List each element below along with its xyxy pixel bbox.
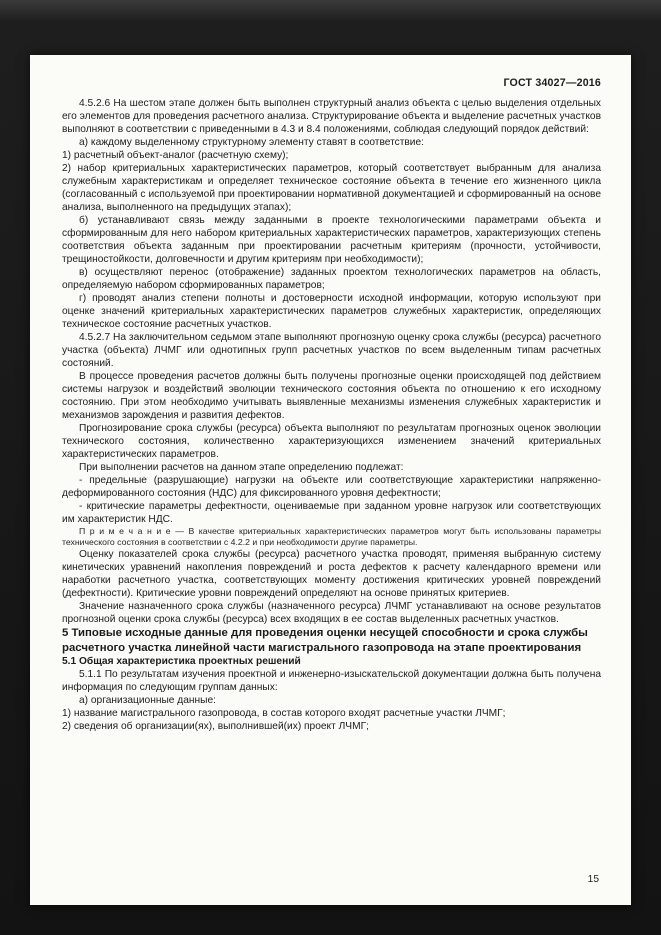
paragraph: в) осуществляют перенос (отображение) заданных проектом технологических параметров на область, определяемую набором сформированных параметров; [62, 267, 601, 291]
section-heading: 5 Типовые исходные данные для проведения оценки несущей способности и срока службы расчетного участка линейной части магистрального газопровода на этапе проектирования [62, 627, 588, 654]
paragraph: 4.5.2.6 На шестом этапе должен быть выполнен структурный анализ объекта с целью выделения отдельных его элементов для проведения расчетного анализа. Структурирование объекта и выделение расчетных участков выполняют в соответствии с приведенными в 4.3 и 8.4 положениями, соблюдая следующий порядок действий: [62, 98, 601, 135]
document-header: ГОСТ 34027—2016 [503, 77, 601, 89]
paragraph: 4.5.2.7 На заключительном седьмом этапе выполняют прогнозную оценку срока службы (ресурса) расчетного участка (объекта) ЛЧМГ или однотипных групп расчетных участков по всем выделенным типам расчетных состояний. [62, 332, 601, 369]
paragraph: В процессе проведения расчетов должны быть получены прогнозные оценки происходящей под действием системы нагрузок и воздействий эволюции технического состояния объекта по отношению к его исходному состоянию. При этом необходимо учитывать выявленные механизмы изменения служебных характеристик и механизмов зарождения и развития дефектов. [62, 371, 601, 421]
paragraph: а) организационные данные: [79, 695, 216, 707]
paragraph: - предельные (разрушающие) нагрузки на объекте или соответствующие характеристики напряженно-деформированного состояния (НДС) для фиксированного уровня дефектности; [62, 475, 601, 499]
document-page [30, 55, 631, 905]
paragraph: - критические параметры дефектности, оцениваемые при заданном уровне нагрузок или соответствующих им характеристик НДС. [62, 501, 601, 525]
note-paragraph: П р и м е ч а н и е — В качестве критериальных характеристических параметров могут быть использованы параметры технического состояния в соответствии с 4.2.2 и при необходимости другие параметры. [62, 526, 601, 547]
paragraph: 2) сведения об организации(ях), выполнившей(их) проект ЛЧМГ; [62, 721, 369, 733]
paragraph: а) каждому выделенному структурному элементу ставят в соответствие: [79, 137, 424, 148]
paragraph: Значение назначенного срока службы (назначенного ресурса) ЛЧМГ устанавливают на основе результатов прогнозной оценки срока службы (ресурса) всех входящих в ее состав выделенных расчетных участков. [62, 601, 601, 625]
paragraph: б) устанавливают связь между заданными в проекте технологическими параметрами объекта и сформированным для него набором критериальных характеристических параметров, характеризующих степень соответствия объекта заданным при проектировании расчетным критериям (прочности, устойчивости, трещиностойкости, долговечности и другим критериям при необходимости); [62, 215, 601, 265]
page-number: 15 [587, 874, 599, 885]
subsection-heading: 5.1 Общая характеристика проектных решений [62, 656, 301, 668]
document-body [62, 97, 601, 874]
paragraph: 1) расчетный объект-аналог (расчетную схему); [62, 150, 289, 161]
paragraph: Прогнозирование срока службы (ресурса) объекта выполняют по результатам прогнозных оценок эволюции технического состояния, количественно характеризующихся изменением значений критериальных характеристических параметров. [62, 423, 601, 460]
paragraph: При выполнении расчетов на данном этапе определению подлежат: [79, 462, 404, 473]
paragraph: г) проводят анализ степени полноты и достоверности исходной информации, которую используют при оценке значений критериальных характеристических параметров служебных характеристик, определяющих техническое состояние расчетных участков. [62, 293, 601, 330]
paragraph: 2) набор критериальных характеристических параметров, который соответствует выбранным для анализа служебным характеристикам и определяет техническое состояние объекта в течение его жизненного цикла (согласованный с используемой при проектировании нормативной документацией и сформированный на основе анализа, выполненного на предыдущих этапах); [62, 163, 601, 213]
paragraph: Оценку показателей срока службы (ресурса) расчетного участка проводят, применяя выбранную систему кинетических уравнений накопления повреждений и роста дефектов к расчету календарного времени или наработки расчетного участка, соответствующих моменту достижения критических уровней повреждений (дефектности). Критические уровни повреждений определяют на основе принятых критериев. [62, 549, 601, 599]
paragraph: 5.1.1 По результатам изучения проектной и инженерно-изыскательской документации должна быть получена информация по следующим группам данных: [62, 669, 601, 694]
paragraph: 1) название магистрального газопровода, в состав которого входят расчетные участки ЛЧМГ; [62, 708, 506, 720]
